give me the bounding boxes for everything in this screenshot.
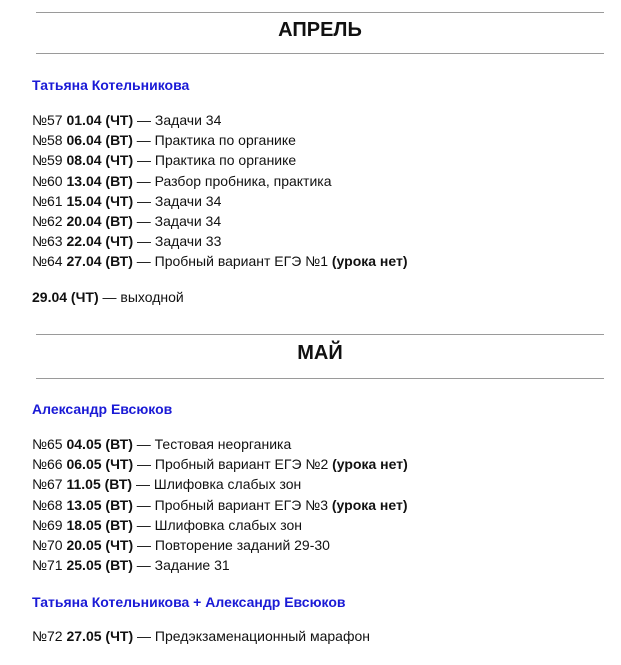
lesson-number: №67 bbox=[32, 476, 63, 493]
lesson-note: (урока нет) bbox=[331, 496, 408, 513]
lesson-topic: Задачи 34 bbox=[154, 212, 222, 229]
lesson-separator: — bbox=[132, 436, 155, 452]
month-title-april: АПРЕЛЬ bbox=[278, 19, 362, 41]
lesson-separator: — bbox=[132, 496, 155, 513]
lesson-note: (урока нет) bbox=[332, 456, 408, 473]
lesson-date: 06.04 (ВТ) bbox=[66, 132, 133, 149]
lesson-item bbox=[32, 251, 408, 271]
lesson-date: 27.04 (ВТ) bbox=[66, 253, 133, 270]
lesson-separator: — bbox=[132, 253, 155, 270]
lesson-date: 20.04 (ВТ) bbox=[66, 212, 133, 229]
divider bbox=[36, 53, 604, 54]
lesson-separator: — bbox=[132, 557, 155, 574]
lesson-topic: Пробный вариант ЕГЭ №2 bbox=[154, 456, 333, 473]
lesson-number: №57 bbox=[32, 112, 63, 128]
lesson-separator: — bbox=[133, 112, 155, 128]
lesson-number: №61 bbox=[32, 192, 63, 209]
lesson-topic: Повторение заданий 29-30 bbox=[154, 536, 330, 553]
lesson-number: №71 bbox=[32, 557, 63, 574]
lesson-date: 27.05 (ЧТ) bbox=[66, 628, 134, 644]
lesson-number: №60 bbox=[32, 172, 63, 189]
month-title-may: МАЙ bbox=[297, 342, 343, 364]
lesson-date: 06.05 (ЧТ) bbox=[66, 456, 134, 473]
lesson-number: №66 bbox=[32, 456, 63, 473]
lesson-topic: Предэкзаменационный марафон bbox=[154, 628, 370, 644]
lesson-topic: Практика по органике bbox=[154, 132, 296, 149]
lesson-number: №72 bbox=[32, 628, 63, 644]
lesson-item bbox=[32, 626, 370, 646]
lesson-note: (урока нет) bbox=[331, 253, 408, 270]
lesson-separator: — bbox=[133, 536, 155, 553]
lesson-list-may-joint bbox=[32, 626, 370, 646]
teacher-link-joint[interactable]: Татьяна Котельникова + Александр Евсюков bbox=[32, 594, 346, 610]
lesson-item bbox=[32, 535, 408, 555]
teacher-link-evsyukov[interactable]: Александр Евсюков bbox=[32, 401, 173, 417]
lesson-number: №69 bbox=[32, 516, 63, 533]
lesson-item bbox=[32, 211, 408, 231]
divider bbox=[36, 378, 604, 379]
divider bbox=[36, 12, 604, 13]
lesson-item bbox=[32, 454, 408, 474]
lesson-number: №64 bbox=[32, 253, 63, 270]
lesson-separator: — bbox=[133, 152, 155, 169]
lesson-number: №68 bbox=[32, 496, 63, 513]
lesson-date: 22.04 (ЧТ) bbox=[66, 233, 134, 250]
divider bbox=[36, 334, 604, 335]
lesson-date: 01.04 (ЧТ) bbox=[66, 112, 134, 128]
day-off-date: 29.04 (ЧТ) bbox=[32, 289, 99, 305]
lesson-item bbox=[32, 434, 408, 454]
lesson-item bbox=[32, 171, 408, 191]
lesson-topic: Задачи 34 bbox=[154, 192, 222, 209]
lesson-topic: Тестовая неорганика bbox=[154, 436, 292, 452]
lesson-topic: Задачи 33 bbox=[154, 233, 222, 250]
lesson-topic: Разбор пробника, практика bbox=[154, 172, 332, 189]
lesson-date: 20.05 (ЧТ) bbox=[66, 536, 134, 553]
lesson-item bbox=[32, 130, 408, 150]
lesson-item bbox=[32, 150, 408, 170]
lesson-date: 15.04 (ЧТ) bbox=[66, 192, 134, 209]
lesson-separator: — bbox=[132, 476, 154, 493]
lesson-topic: Задание 31 bbox=[154, 557, 230, 574]
lesson-separator: — bbox=[133, 628, 155, 644]
lesson-date: 04.05 (ВТ) bbox=[66, 436, 133, 452]
lesson-number: №62 bbox=[32, 212, 63, 229]
day-off-note bbox=[32, 288, 184, 306]
lesson-date: 18.05 (ВТ) bbox=[66, 516, 133, 533]
lesson-topic: Шлифовка слабых зон bbox=[154, 516, 303, 533]
lesson-topic: Шлифовка слабых зон bbox=[153, 476, 302, 493]
lesson-item bbox=[32, 555, 408, 575]
lesson-topic: Практика по органике bbox=[154, 152, 297, 169]
lesson-date: 11.05 (ВТ) bbox=[66, 476, 133, 493]
lesson-item bbox=[32, 515, 408, 535]
lesson-list-april bbox=[32, 110, 408, 272]
lesson-number: №58 bbox=[32, 132, 63, 149]
lesson-number: №59 bbox=[32, 152, 63, 169]
lesson-separator: — bbox=[133, 233, 155, 250]
lesson-date: 13.04 (ВТ) bbox=[66, 172, 133, 189]
lesson-list-may bbox=[32, 434, 408, 575]
teacher-link-kotelnikova[interactable]: Татьяна Котельникова bbox=[32, 77, 190, 93]
day-off-text: — выходной bbox=[98, 289, 184, 305]
lesson-separator: — bbox=[132, 172, 155, 189]
lesson-item bbox=[32, 474, 408, 494]
lesson-item bbox=[32, 191, 408, 211]
lesson-topic: Пробный вариант ЕГЭ №1 bbox=[154, 253, 332, 270]
lesson-item bbox=[32, 495, 408, 515]
lesson-date: 13.05 (ВТ) bbox=[66, 496, 133, 513]
lesson-separator: — bbox=[133, 192, 155, 209]
lesson-date: 08.04 (ЧТ) bbox=[66, 152, 134, 169]
lesson-item bbox=[32, 231, 408, 251]
lesson-number: №70 bbox=[32, 536, 63, 553]
lesson-item bbox=[32, 110, 408, 130]
lesson-separator: — bbox=[132, 212, 155, 229]
lesson-separator: — bbox=[133, 456, 155, 473]
lesson-number: №65 bbox=[32, 436, 63, 452]
lesson-topic: Задачи 34 bbox=[154, 112, 222, 128]
lesson-number: №63 bbox=[32, 233, 63, 250]
lesson-separator: — bbox=[132, 132, 155, 149]
lesson-topic: Пробный вариант ЕГЭ №3 bbox=[154, 496, 332, 513]
lesson-date: 25.05 (ВТ) bbox=[66, 557, 133, 574]
lesson-separator: — bbox=[132, 516, 155, 533]
